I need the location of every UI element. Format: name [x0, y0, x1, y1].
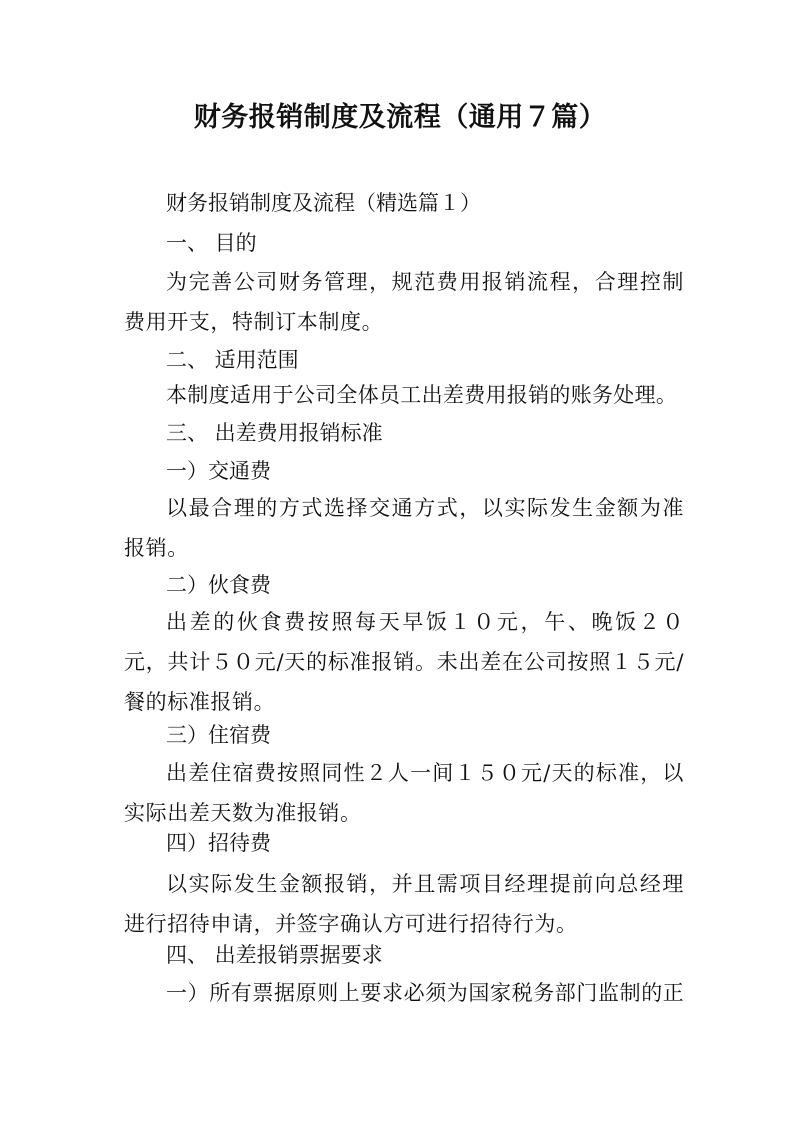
paragraph-receipts: 一）所有票据原则上要求必须为国家税务部门监制的正	[166, 981, 685, 1005]
paragraph-meals: 出差的伙食费按照每天早饭１０元，午、晚饭２０元，共计５０元/天的标准报销。未出差在公司按照１５元/餐的标准报销。	[124, 610, 684, 714]
heading-travel-standards: 三、 出差费用报销标准	[166, 421, 383, 445]
paragraph-purpose: 为完善公司财务管理，规范费用报销流程，合理控制费用开支，特制订本制度。	[124, 270, 684, 334]
paragraph-lodging: 出差住宿费按照同性２人一间１５０元/天的标准，以实际出差天数为准报销。	[124, 761, 684, 825]
subheading-meals: 二）伙食费	[166, 573, 271, 597]
subheading-entertainment: 四）招待费	[166, 831, 271, 855]
paragraph-transport: 以最合理的方式选择交通方式，以实际发生金额为准报销。	[124, 496, 684, 560]
section-heading-chosen-1: 财务报销制度及流程（精选篇１）	[166, 191, 481, 215]
document-title: 财务报销制度及流程（通用７篇）	[193, 102, 607, 133]
heading-scope: 二、 适用范围	[166, 348, 299, 372]
heading-receipt-requirements: 四、 出差报销票据要求	[166, 943, 383, 967]
heading-purpose: 一、 目的	[166, 231, 257, 255]
paragraph-entertainment: 以实际发生金额报销，并且需项目经理提前向总经理进行招待申请，并签字确认方可进行招待行为。	[124, 872, 684, 936]
paragraph-scope: 本制度适用于公司全体员工出差费用报销的账务处理。	[166, 383, 678, 407]
subheading-transport: 一）交通费	[166, 459, 271, 483]
subheading-lodging: 三）住宿费	[166, 723, 271, 747]
